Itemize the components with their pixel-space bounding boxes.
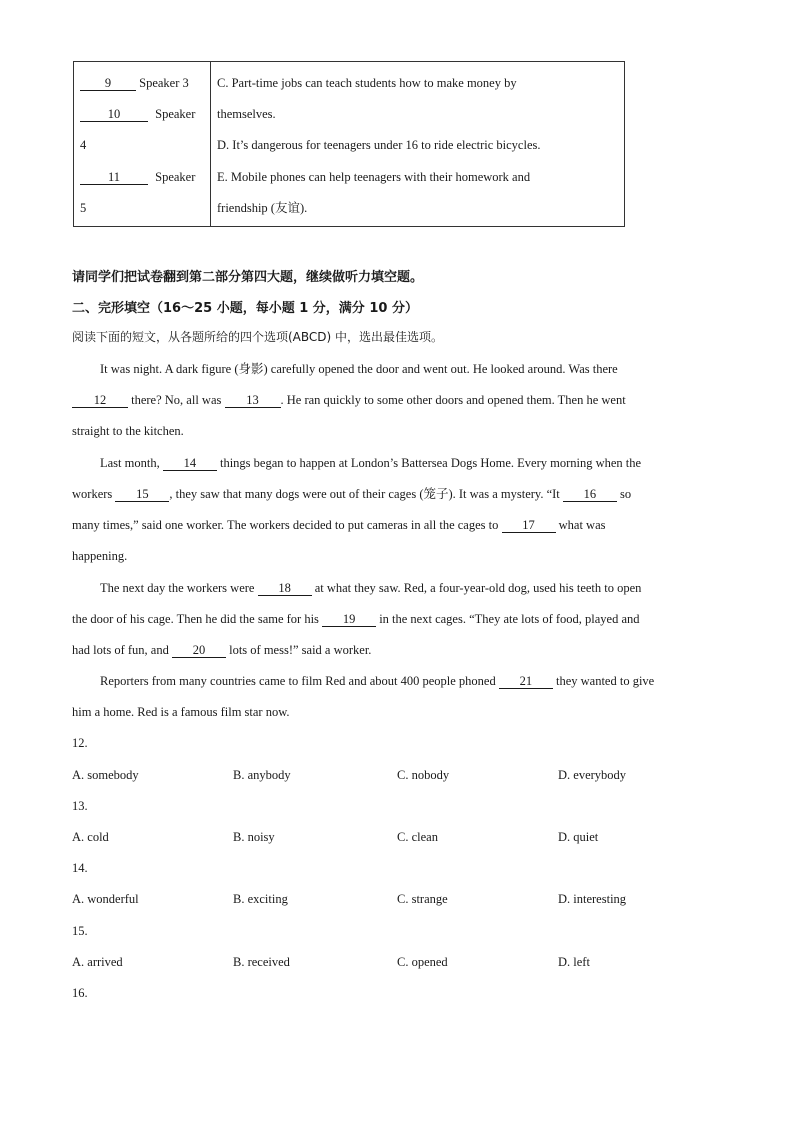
option-d[interactable]: D. interesting <box>558 892 627 906</box>
notice-text: 请同学们把试卷翻到第二部分第四大题，继续做听力填空题。 <box>72 270 424 285</box>
blank-12[interactable]: 12 <box>72 393 128 408</box>
passage-line: Last month, 14 things began to happen at London’s Battersea Dogs Home. Every morning when the <box>100 456 642 470</box>
option-d[interactable]: D. everybody <box>558 768 627 782</box>
blank-19[interactable]: 19 <box>322 612 376 627</box>
passage-line: him a home. Red is a famous film star now. <box>72 705 290 719</box>
question-number: 14. <box>72 861 88 875</box>
option-a[interactable]: A. wonderful <box>72 892 139 906</box>
table-divider <box>210 62 211 226</box>
option-b[interactable]: B. received <box>233 955 290 969</box>
blank-21[interactable]: 21 <box>499 674 553 689</box>
option-c[interactable]: C. nobody <box>397 768 450 782</box>
option-d[interactable]: D. quiet <box>558 830 599 844</box>
question-number: 12. <box>72 736 88 750</box>
table-row-right: D. It’s dangerous for teenagers under 16 to ride electric bicycles. <box>217 138 541 152</box>
option-c[interactable]: C. strange <box>397 892 448 906</box>
table-row-left <box>80 169 195 185</box>
blank-17[interactable]: 17 <box>502 518 556 533</box>
option-b[interactable]: B. exciting <box>233 892 288 906</box>
answer-blank[interactable]: 9 <box>80 76 136 91</box>
table-row-left: 4 <box>80 138 87 152</box>
option-d[interactable]: D. left <box>558 955 590 969</box>
table-row-right: E. Mobile phones can help teenagers with their homework and <box>217 170 531 184</box>
table-row-left <box>80 75 189 91</box>
passage-line: The next day the workers were 18 at what they saw. Red, a four-year-old dog, used his teeth to open <box>100 581 642 595</box>
blank-14[interactable]: 14 <box>163 456 217 471</box>
option-a[interactable]: A. arrived <box>72 955 123 969</box>
option-c[interactable]: C. clean <box>397 830 438 844</box>
blank-18[interactable]: 18 <box>258 581 312 596</box>
option-b[interactable]: B. noisy <box>233 830 275 844</box>
option-b[interactable]: B. anybody <box>233 768 291 782</box>
passage-line: Reporters from many countries came to film Red and about 400 people phoned 21 they wanted to give <box>100 674 655 688</box>
speaker-label: Speaker <box>155 170 196 184</box>
table-row-left: 5 <box>80 201 87 215</box>
blank-16[interactable]: 16 <box>563 487 617 502</box>
blank-15[interactable]: 15 <box>115 487 169 502</box>
passage-line: happening. <box>72 549 128 563</box>
passage-line: straight to the kitchen. <box>72 424 184 438</box>
section-title: 二、完形填空（16～25 小题，每小题 1 分，满分 10 分） <box>72 301 418 316</box>
table-row-right: themselves. <box>217 107 276 121</box>
option-a[interactable]: A. somebody <box>72 768 139 782</box>
answer-blank[interactable]: 11 <box>80 170 148 185</box>
passage-line: had lots of fun, and 20 lots of mess!” said a worker. <box>72 643 372 657</box>
option-c[interactable]: C. opened <box>397 955 448 969</box>
passage-line: It was night. A dark figure (身影) carefully opened the door and went out. He looked around. Was there <box>100 362 618 376</box>
passage-line: 12 there? No, all was 13 . He ran quickly to some other doors and opened them. Then he went <box>72 392 626 408</box>
speaker-label: Speaker 3 <box>139 76 189 90</box>
question-number: 16. <box>72 986 88 1000</box>
question-number: 13. <box>72 799 88 813</box>
table-row-right: friendship (友谊). <box>217 201 308 215</box>
passage-line: workers 15 , they saw that many dogs were out of their cages (笼子). It was a mystery. “It 16 so <box>72 487 632 501</box>
table-row-right: C. Part-time jobs can teach students how to make money by <box>217 76 517 90</box>
passage-line: the door of his cage. Then he did the same for his 19 in the next cages. “They ate lots of food, played and <box>72 612 640 626</box>
option-a[interactable]: A. cold <box>72 830 109 844</box>
answer-blank[interactable]: 10 <box>80 107 148 122</box>
instruction-text: 阅读下面的短文，从各题所给的四个选项(ABCD) 中，选出最佳选项。 <box>72 330 444 344</box>
blank-13[interactable]: 13 <box>225 393 281 408</box>
blank-20[interactable]: 20 <box>172 643 226 658</box>
question-number: 15. <box>72 924 88 938</box>
table-row-left <box>80 106 195 122</box>
passage-line: many times,” said one worker. The workers decided to put cameras in all the cages to 17 what was <box>72 518 606 532</box>
matching-table <box>73 61 625 227</box>
speaker-label: Speaker <box>155 107 196 121</box>
